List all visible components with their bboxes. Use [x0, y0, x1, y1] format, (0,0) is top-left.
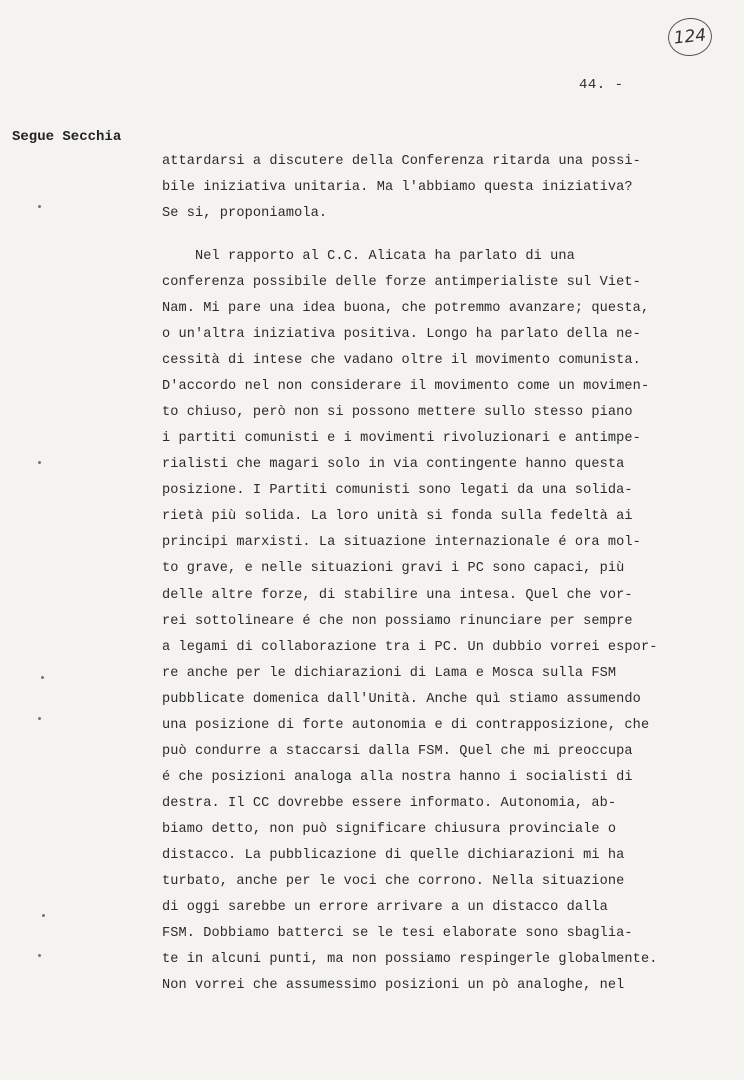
speaker-label: Segue Secchia	[12, 129, 122, 145]
text-line: delle altre forze, di stabilire una intesa. Quel che vor-	[162, 587, 633, 603]
page-number: 44. -	[579, 77, 624, 93]
text-line: rei sottolineare é che non possiamo rinunciare per sempre	[162, 613, 633, 629]
margin-speck	[38, 461, 41, 464]
text-line: conferenza possibile delle forze antimperialiste sul Viet-	[162, 275, 641, 291]
text-line: D'accordo nel non considerare il movimento come un movimen-	[162, 379, 650, 395]
text-line: é che posizioni analoga alla nostra hanno i socialisti di	[162, 769, 633, 785]
text-line: rietà più solida. La loro unità si fonda sulla fedeltà ai	[162, 509, 633, 525]
margin-speck	[42, 914, 45, 917]
text-line: to chiuso, però non si possono mettere sullo stesso piano	[162, 405, 633, 421]
text-line: turbato, anche per le voci che corrono. Nella situazione	[162, 873, 625, 889]
margin-speck	[41, 676, 44, 679]
text-line: i partiti comunisti e i movimenti rivoluzionari e antimpe-	[162, 431, 641, 447]
text-line: bile iniziativa unitaria. Ma l'abbiamo questa iniziativa?	[162, 180, 633, 196]
margin-speck	[38, 954, 41, 957]
text-line: a legami di collaborazione tra i PC. Un dubbio vorrei espor-	[162, 639, 658, 655]
text-line: posizione. I Partiti comunisti sono legati da una solida-	[162, 483, 633, 499]
text-line: di oggi sarebbe un errore arrivare a un distacco dalla	[162, 899, 608, 915]
text-line: Non vorrei che assumessimo posizioni un pò analoghe, nel	[162, 977, 625, 993]
text-line: o un'altra iniziativa positiva. Longo ha parlato della ne-	[162, 327, 641, 343]
body-text	[162, 149, 702, 999]
archive-stamp	[666, 16, 714, 58]
text-line: re anche per le dichiarazioni di Lama e Mosca sulla FSM	[162, 665, 617, 681]
text-line: FSM. Dobbiamo batterci se le tesi elaborate sono sbaglia-	[162, 925, 633, 941]
text-line: Nel rapporto al C.C. Alicata ha parlato di una	[162, 249, 575, 265]
archive-stamp-number: 124	[672, 25, 708, 49]
text-line: pubblicate domenica dall'Unità. Anche quì stiamo assumendo	[162, 691, 641, 707]
text-line: cessità di intese che vadano oltre il movimento comunista.	[162, 353, 641, 369]
text-line: biamo detto, non può significare chiusura provinciale o	[162, 821, 617, 837]
text-line: destra. Il CC dovrebbe essere informato. Autonomia, ab-	[162, 795, 617, 811]
text-line: Se si, proponiamola.	[162, 206, 328, 222]
text-line: può condurre a staccarsi dalla FSM. Quel che mi preoccupa	[162, 743, 633, 759]
text-line: principi marxisti. La situazione internazionale é ora mol-	[162, 535, 641, 551]
text-line: Nam. Mi pare una idea buona, che potremmo avanzare; questa,	[162, 301, 650, 317]
text-line: to grave, e nelle situazioni gravi i PC sono capaci, più	[162, 561, 625, 577]
text-line: rialisti che magari solo in via contingente hanno questa	[162, 457, 625, 473]
text-line: te in alcuni punti, ma non possiamo respingerle globalmente.	[162, 951, 658, 967]
text-line: distacco. La pubblicazione di quelle dichiarazioni mi ha	[162, 847, 625, 863]
text-line: una posizione di forte autonomia e di contrapposizione, che	[162, 717, 650, 733]
margin-speck	[38, 717, 41, 720]
margin-speck	[38, 205, 41, 208]
text-line: attardarsi a discutere della Conferenza ritarda una possi-	[162, 154, 641, 169]
